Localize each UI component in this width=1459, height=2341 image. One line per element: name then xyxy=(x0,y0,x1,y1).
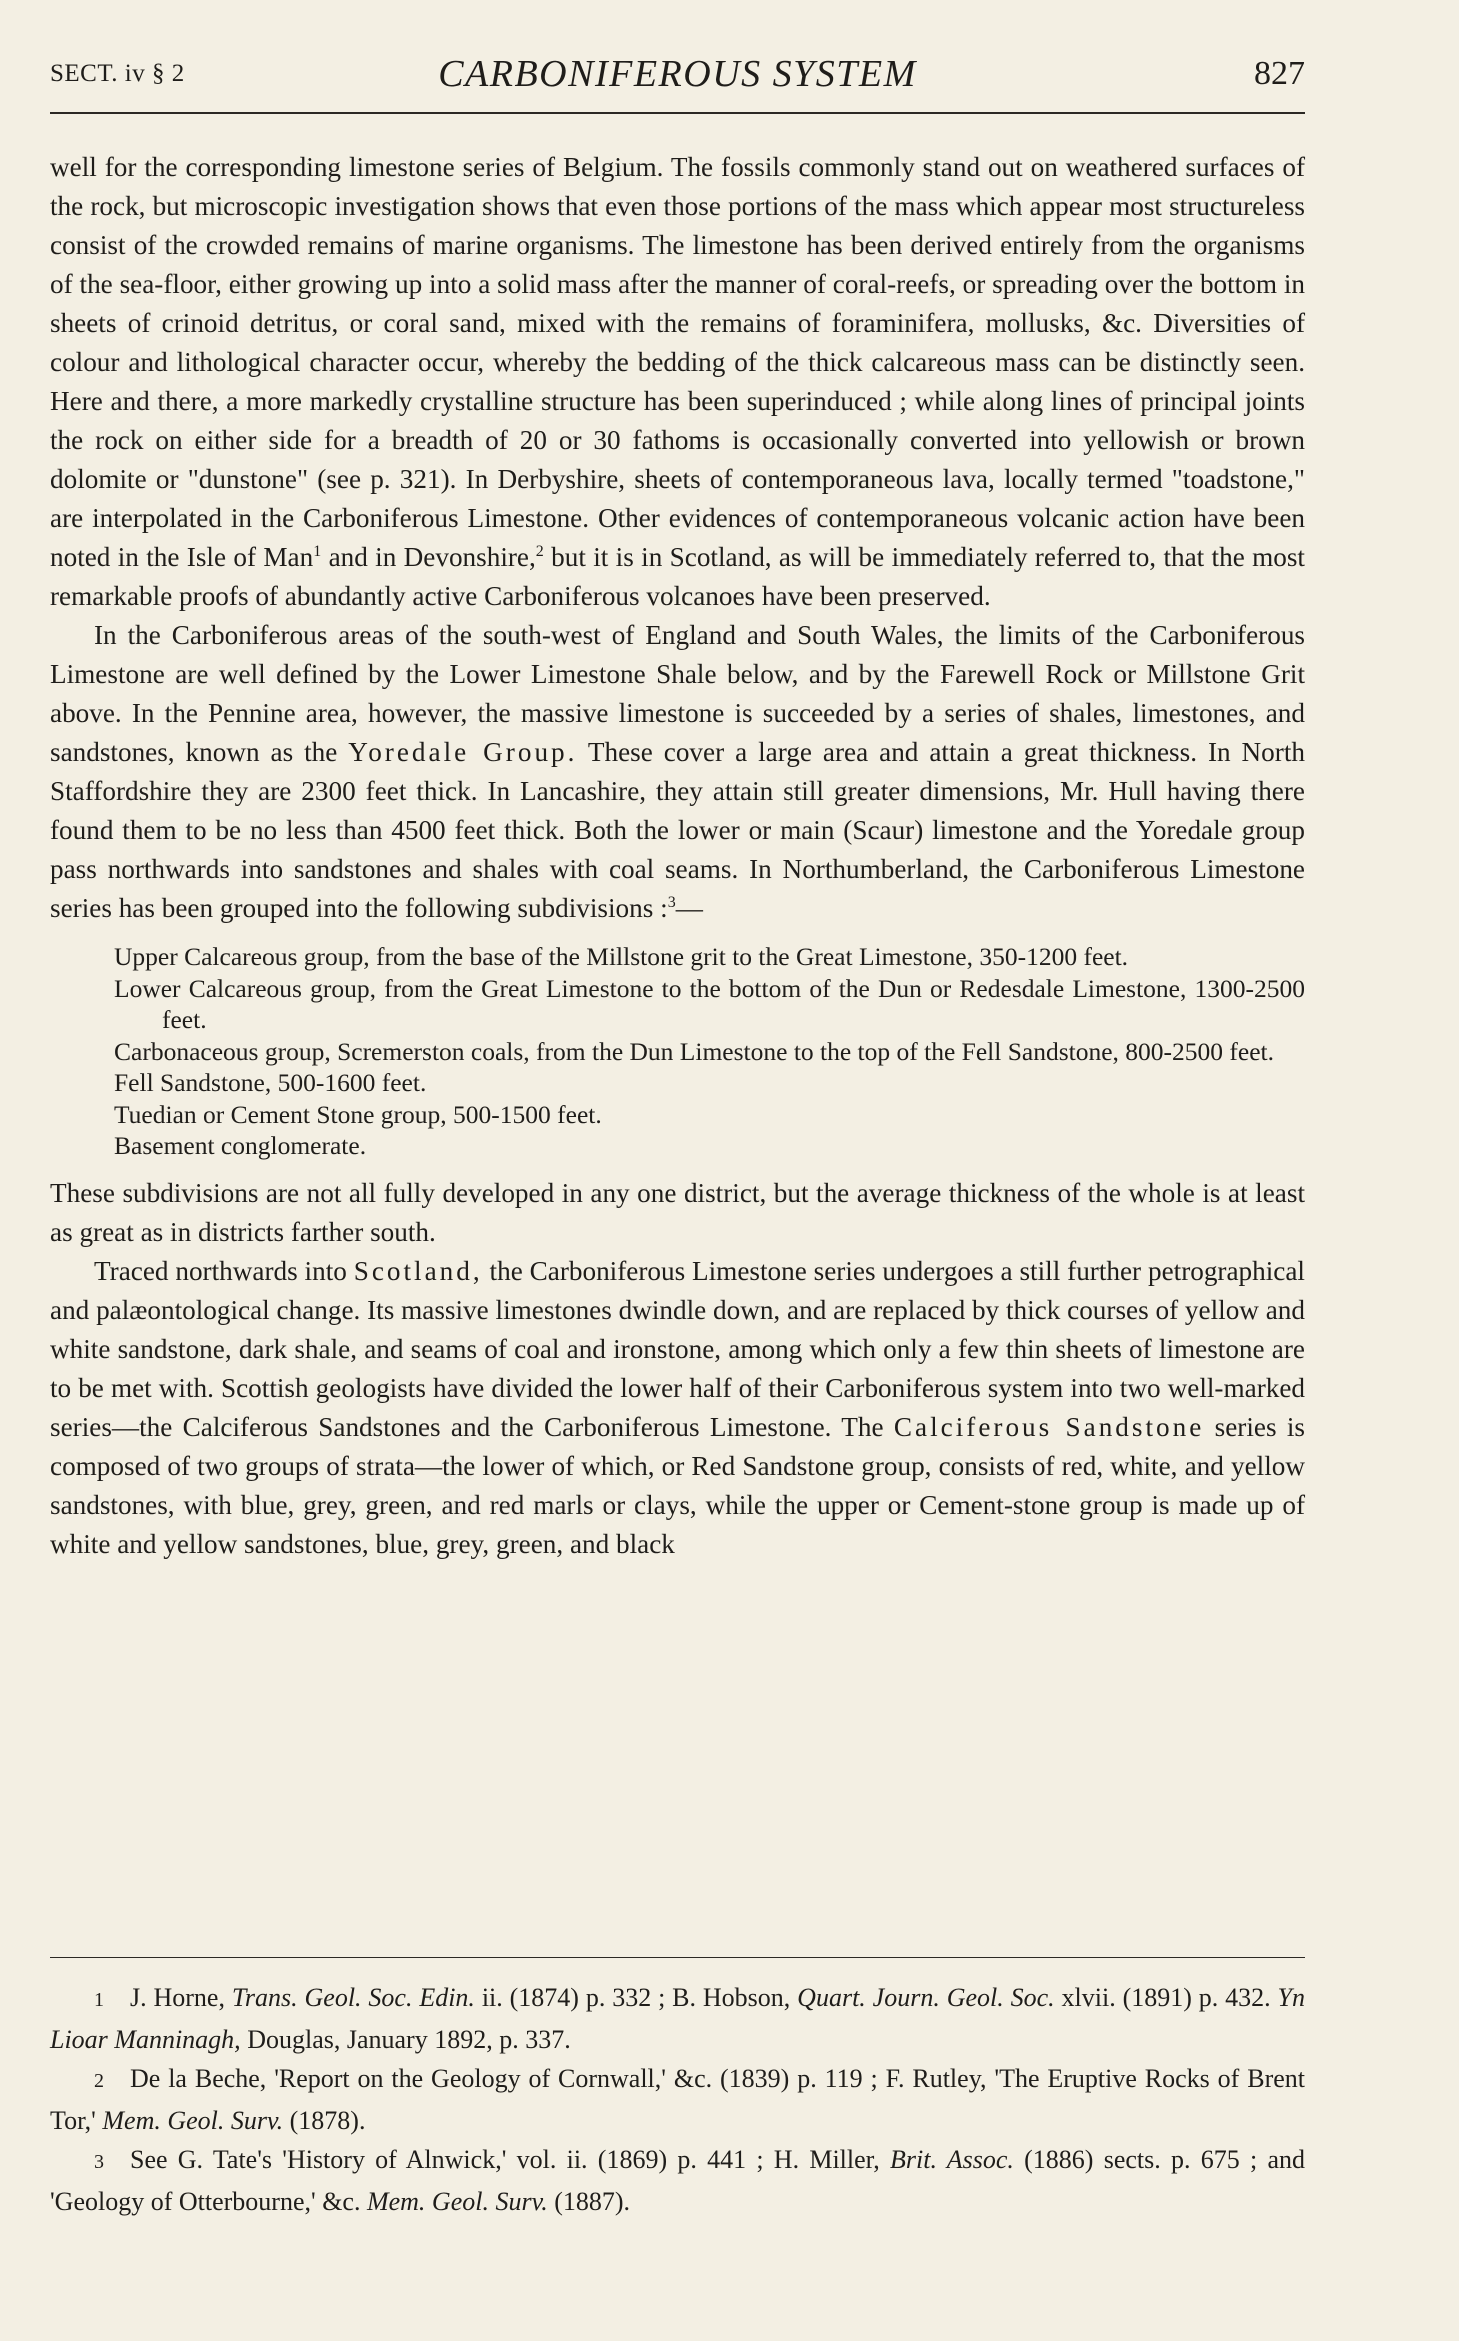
list-item: Upper Calcareous group, from the base of the Millstone grit to the Great Limestone, 350-1200 feet. xyxy=(114,942,1129,971)
footnote-mark: 1 xyxy=(94,1989,104,2011)
footnote-text: (1878). xyxy=(283,2106,366,2135)
footnote-ref-3: 3 xyxy=(667,893,676,911)
paragraph-3: These subdivisions are not all fully developed in any one district, but the average thickness of the whole is at least as great as in districts farther south. xyxy=(50,1177,1305,1247)
main-text xyxy=(50,148,1305,1564)
footnote-1 xyxy=(50,1978,1305,2059)
footnote-text: Douglas, January 1892, p. 337. xyxy=(240,2025,571,2054)
list-item: Tuedian or Cement Stone group, 500-1500 feet. xyxy=(114,1099,602,1129)
footnote-text: J. Horne, xyxy=(130,1983,232,2012)
section-label: SECT. iv § 2 xyxy=(50,60,185,87)
paragraph-2: In the Carboniferous areas of the south-west of England and South Wales, the limits of the Carboniferous Limestone are well defined by the Lower Limestone Shale below, and by the Farewell Rock or Millstone Grit above. In the Pennine area, however, the massive limestone is succeeded by a series of shales, limestones, and sandstones, known as the Yoredale Group. These cover a large area and attain a great thickness. In North Staffordshire they are 2300 feet thick. In Lancashire, they attain still greater dimensions, Mr. Hull having there found them to be no less than 4500 feet thick. Both the lower or main (Scaur) limestone and the Yoredale group pass northwards into sandstones and shales with coal seams. In Northumberland, the Carboniferous Limestone series has been grouped into the following subdivisions :$^3$— xyxy=(50,620,1305,923)
footnote-2 xyxy=(50,2059,1305,2140)
footnote-3 xyxy=(50,2140,1305,2221)
footnote-mark: 2 xyxy=(94,2070,104,2092)
footnotes xyxy=(50,1978,1305,2221)
footnote-text: De la Beche, 'Report on the Geology of Cornwall,' &c. (1839) p. 119 ; F. Rutley, 'The Eruptive Rocks of Brent Tor,' xyxy=(50,2064,1305,2135)
list-item: Basement conglomerate. xyxy=(114,1131,367,1160)
footnote-text: (1886) sects. p. 675 ; and 'Geology of Otterbourne,' &c. xyxy=(50,2145,1305,2216)
footnote-text: See G. Tate's 'History of Alnwick,' vol. ii. (1869) p. 441 ; H. Miller, xyxy=(130,2145,891,2174)
footnote-ref-1: 1 xyxy=(313,542,322,560)
spaced-term: Yoredale Group. xyxy=(348,737,578,767)
footnote-text: ii. (1874) p. 332 ; B. Hobson, xyxy=(474,1983,798,2012)
subdivision-list xyxy=(50,941,1305,1162)
footnote-text: (1887). xyxy=(547,2187,631,2216)
citation-title: Trans. Geol. Soc. Edin. xyxy=(231,1983,475,2012)
running-header xyxy=(50,52,1305,102)
citation-title: Mem. Geol. Surv. xyxy=(366,2187,548,2216)
paragraph-4: Traced northwards into Scotland, the Carboniferous Limestone series undergoes a still further petrographical and palæontological change. Its massive limestones dwindle down, and are replaced by thick courses of yellow and white sandstone, dark shale, and seams of coal and ironstone, among which only a few thin sheets of limestone are to be met with. Scottish geologists have divided the lower half of their Carboniferous system into two well-marked series—the Calciferous Sandstones and the Carboniferous Limestone. The Calciferous Sandstone series is composed of two groups of strata—the lower of which, or Red Sandstone group, consists of red, white, and yellow sandstones, with blue, grey, green, and red marls or clays, while the upper or Cement-stone group is made up of white and yellow sandstones, blue, grey, green, and black xyxy=(50,1255,1305,1559)
page-number: 827 xyxy=(1254,55,1305,92)
spaced-term: Calciferous Sandstone xyxy=(893,1411,1205,1442)
list-item: Carbonaceous group, Scremerston coals, from the Dun Limestone to the top of the Fell Sandstone, 800-2500 feet. xyxy=(114,1036,1274,1066)
header-rule xyxy=(50,112,1305,114)
footnote-rule xyxy=(50,1957,1305,1958)
citation-title: Quart. Journ. Geol. Soc. xyxy=(797,1983,1055,2012)
citation-title: Brit. Assoc. xyxy=(890,2145,1014,2174)
list-item: Fell Sandstone, 500-1600 feet. xyxy=(114,1068,427,1097)
spaced-term: Scotland, xyxy=(353,1255,483,1286)
citation-title: Mem. Geol. Surv. xyxy=(102,2106,284,2135)
paragraph-1: well for the corresponding limestone series of Belgium. The fossils commonly stand out on weathered surfaces of the rock, but microscopic investigation shows that even those portions of the mass which appear most structureless consist of the crowded remains of marine organisms. The limestone has been derived entirely from the organisms of the sea-floor, either growing up into a solid mass after the manner of coral-reefs, or spreading over the bottom in sheets of crinoid detritus, or coral sand, mixed with the remains of foraminifera, mollusks, &c. Diversities of colour and lithological character occur, whereby the bedding of the thick calcareous mass can be distinctly seen. Here and there, a more markedly crystalline structure has been superinduced ; while along lines of principal joints the rock on either side for a breadth of 20 or 30 fathoms is occasionally converted into yellowish or brown dolomite or "dunstone" (see p. 321). In Derbyshire, sheets of contemporaneous lava, locally termed "toadstone," are interpolated in the Carboniferous Limestone. Other evidences of contemporaneous volcanic action have been noted in the Isle of Man$^1$ and in Devonshire,$^2$ but it is in Scotland, as will be immediately referred to, that the most remarkable proofs of abundantly active Carboniferous volcanoes have been preserved. xyxy=(50,152,1305,611)
citation-title: Yn Lioar Manninagh, xyxy=(50,1983,1305,2054)
running-title: CARBONIFEROUS SYSTEM xyxy=(438,53,917,95)
footnote-mark: 3 xyxy=(94,2151,104,2173)
footnote-text: xlvii. (1891) p. 432. xyxy=(1054,1983,1278,2012)
list-item: Lower Calcareous group, from the Great Limestone to the bottom of the Dun or Redesdale Limestone, 1300-2500 feet. xyxy=(114,973,1305,1034)
footnote-ref-2: 2 xyxy=(535,542,544,560)
